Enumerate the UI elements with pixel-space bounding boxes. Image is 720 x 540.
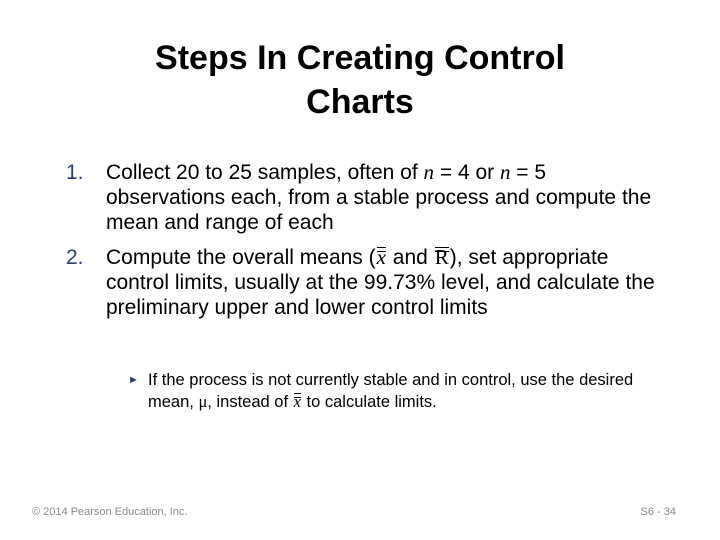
variable-n: n <box>423 160 435 184</box>
page-number: S6 - 34 <box>640 506 676 518</box>
list-item <box>66 160 666 235</box>
item-number: 2. <box>66 246 84 269</box>
item-text-part: and <box>386 246 434 269</box>
x-double-bar-symbol: x <box>376 245 386 269</box>
item-text-part: = 4 or <box>434 161 500 184</box>
mu-symbol: μ <box>198 392 208 411</box>
item-number: 1. <box>66 161 84 184</box>
item-text-part: ), set appropriate control limits, usually at the 99.73% level, and calculate the preliminary upper and lower control limits <box>106 246 655 319</box>
sub-text-part: to calculate limits. <box>301 393 437 411</box>
sub-text-part: , instead of <box>207 393 293 411</box>
item-text-part: Compute the overall means ( <box>106 246 376 269</box>
title-line-1: Steps In Creating Control <box>155 39 565 77</box>
variable-n: n <box>499 160 511 184</box>
title-line-2: Charts <box>306 83 414 121</box>
steps-list <box>66 160 666 330</box>
slide-title <box>60 36 660 124</box>
r-bar-symbol: R <box>434 245 449 269</box>
item-text-part: Collect 20 to 25 samples, often of <box>106 161 424 184</box>
x-double-bar-symbol: x <box>293 392 301 411</box>
item-text-part: = 5 observations each, from a stable process and compute the mean and range of each <box>106 161 652 234</box>
list-item <box>66 245 666 320</box>
sub-bullet <box>128 370 668 413</box>
copyright-footer: © 2014 Pearson Education, Inc. <box>32 506 188 518</box>
triangle-bullet-icon: ► <box>128 374 139 386</box>
sub-text-part: If the process is not currently stable and in control, use the desired mean, <box>148 371 634 411</box>
